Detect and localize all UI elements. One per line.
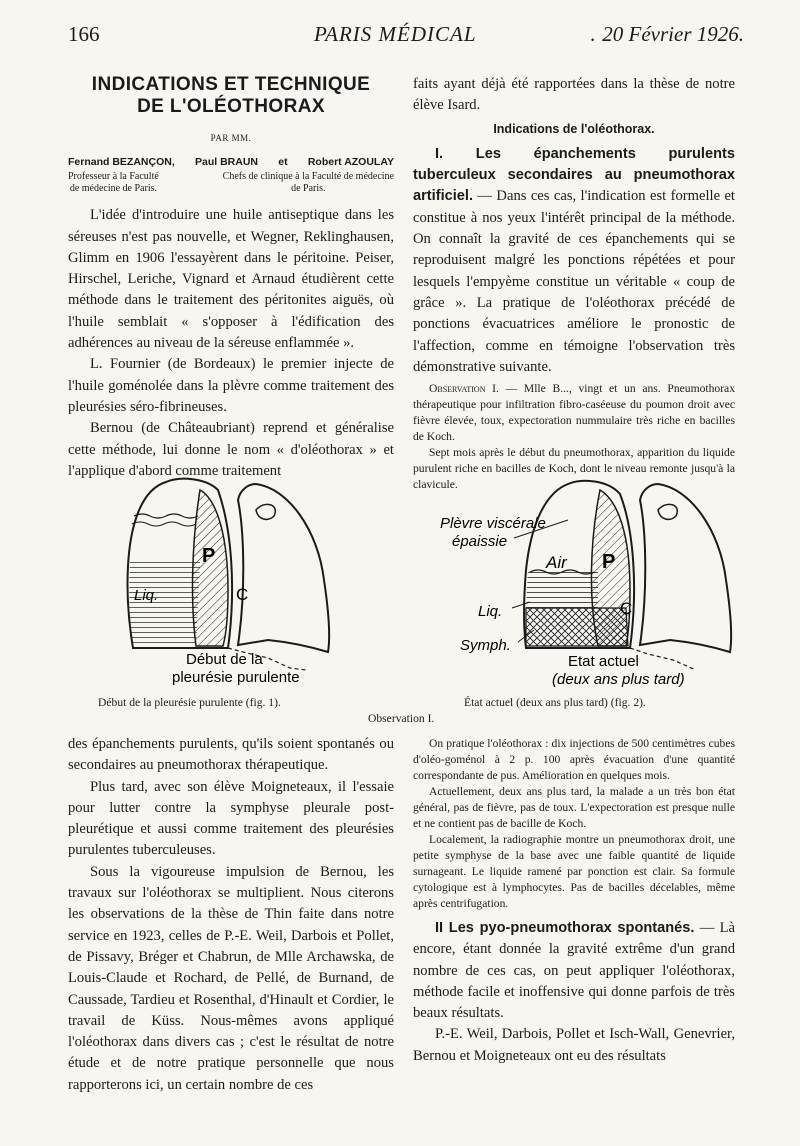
par-mm: PAR MM. — [210, 133, 252, 143]
section-lead: I. Les épanchements purulents tuberculeux secondaires au pneumothorax artificiel. — [413, 145, 735, 205]
observation-paragraph: Actuellement, deux ans plus tard, la malade a un très bon état général, pas de fièvre, pas de toux. L'expectoration est presque nulle et ne contient pas de bacille de Koch. — [413, 785, 735, 830]
author-et: et — [278, 156, 288, 169]
right-column-bottom — [413, 736, 735, 1067]
author-azoulay: Robert AZOULAY — [307, 156, 394, 169]
paragraph: L. Fournier (de Bordeaux) le premier injecte de l'huile goménolée dans la plèvre comme traitement des pleurésies séro-fibrineuses. — [68, 356, 394, 415]
figure-1 — [127, 479, 329, 686]
fig1-right-lung-outline — [238, 484, 329, 652]
observation-continuation — [413, 736, 735, 912]
paragraph: L'idée d'introduire une huile antiseptique dans les séreuses n'est pas nouvelle, et Wegner, Reklinghausen, Glimm en 1906 l'essayèrent dans le péritoine. Peiser, Hirschel, Leriche, Vignard et Arnaud étudièrent cette méthode dans le traitement des péritonites aiguës, où l'huile semblait « s'opposer à l'édification des adhérences au niveau de la séreuse enflammée ». — [68, 207, 394, 352]
paragraph: Plus tard, avec son élève Moigneteaux, il l'essaie pour lutter contre la symphyse pleurale post-pleurétique et aussi comme traitement des pleurésies purulentes tuberculeuses. — [68, 778, 394, 859]
affiliation-professor: Professeur à la Faculté de médecine de Paris. — [68, 171, 159, 195]
paragraph: faits ayant déjà été rapportées dans la thèse de notre élève Isard. — [413, 76, 735, 114]
paragraph: des épanchements purulents, qu'ils soient spontanés ou secondaires au pneumothorax thérapeutique. — [68, 736, 394, 774]
paragraph: Bernou (de Châteaubriant) reprend et généralise cette méthode, lui donne le nom « d'oléothorax » et l'applique d'abord comme traitement — [68, 420, 394, 479]
fig1-caption: Début de la pleurésie purulente (fig. 1). — [98, 696, 281, 709]
fig1-lung-p — [193, 490, 228, 646]
page-header — [68, 22, 744, 58]
affiliations — [68, 171, 394, 195]
fig2-label-liq: Liq. — [478, 603, 503, 620]
issue-date: 20 Février 1926. — [602, 22, 744, 46]
fig2-symphysis — [526, 608, 628, 646]
page-number: 166 — [68, 22, 100, 46]
paragraph: II Les pyo-pneumothorax spontanés. — Là encore, étant donnée la gravité extrême d'un grand nombre de ces cas, on peut appliquer l'oléothorax, méthode facile et inoffensive qui donne parfois de très beaux résultats. — [413, 920, 735, 1022]
left-column-bottom — [68, 734, 394, 1096]
paragraph: Sous la vigoureuse impulsion de Bernou, les travaux sur l'oléothorax se multiplient. Nous citerons les observations de la thèse de Thin faite dans notre service en 1923, celles de P.-E. Weil, Darbois et Pollet, de Pissavy, Bréger et Chabrun, de Mlle Archawska, de Louis-Claude et Rochard, de Pellé, de Burnand, de Caussade, Tardieu et Rosenthal, d'Hinault et Cordier, le travail de Küss. Nous-mêmes avons appliqué l'oléothorax dans divers cas ; c'est le résultat de notre étude et de notre pratique personnelle que nous rapporterons ici, un certain nombre de ces — [68, 863, 394, 1093]
observation-paragraph: Observation I. — Mlle B..., vingt et un ans. Pneumothorax thérapeutique pour infiltration fibro-caséeuse du poumon droit avec fièvre élevée, toux, expectoration nummulaire très riche en bacilles de Koch. — [413, 382, 736, 444]
section-heading: Indications de l'oléothorax. — [493, 121, 655, 136]
article-title: INDICATIONS ET TECHNIQUE DE L'OLÉOTHORAX — [91, 74, 371, 117]
fig1-label-liq: Liq. — [134, 587, 159, 604]
figure-area — [68, 470, 744, 728]
fig2-label-plevre-2: épaissie — [452, 533, 508, 550]
figure-2 — [440, 481, 731, 688]
left-column-top — [68, 74, 394, 482]
fig2-label-c: C — [620, 599, 633, 618]
right-column-top — [413, 74, 735, 493]
fig2-label-symph: Symph. — [460, 637, 511, 654]
journal-title: PARIS MÉDICAL — [314, 22, 477, 46]
observation-label: Observation I. — [429, 382, 499, 396]
authors — [68, 155, 394, 169]
fig2-label-plevre-1: Plèvre viscérale — [440, 515, 546, 532]
fig2-label-air: Air — [546, 553, 567, 572]
fig2-title-line2: (deux ans plus tard) — [552, 671, 685, 688]
fig1-liquid — [129, 562, 200, 646]
paragraph: I. Les épanchements purulents tuberculeux secondaires au pneumothorax artificiel. — Dans ces cas, l'indication est formelle et constitue à nos yeux l'intérêt principal de la méthode. On connaît la gravité de ces épanchements qui se reproduisent malgré les ponctions répétées et pour lesquels l'empyème constitue un véritable « coup de grâce ». La pratique de l'oléothorax précédé de ponctions évacuatrices améliore le pronostic de l'affection, comme en témoigne l'observation très démonstrative suivante. — [413, 145, 735, 375]
observation-paragraph: Sept mois après le début du pneumothorax, apparition du liquide purulent riche en bacilles de Koch, dont le niveau remonte jusqu'à la clavicule. — [413, 446, 735, 492]
header-dot: . — [590, 22, 596, 46]
section-lead: II Les pyo-pneumothorax spontanés. — [435, 920, 695, 936]
affiliation-chefs: Chefs de clinique à la Faculté de médecine de Paris. — [222, 171, 394, 195]
fig1-title-line2: pleurésie purulente — [172, 669, 300, 686]
fig2-caption: État actuel (deux ans plus tard) (fig. 2). — [464, 696, 646, 709]
author-braun: Paul BRAUN — [195, 156, 259, 169]
fig2-label-p: P — [602, 551, 616, 573]
observation-paragraph: On pratique l'oléothorax : dix injections de 500 centimètres cubes d'oléo-goménol à 2 p. 100 après évacuation d'une quantité correspondante de pus. Amélioration en quelques mois. — [413, 737, 735, 782]
lung-diagrams — [68, 470, 744, 728]
observation-caption: Observation I. — [368, 712, 435, 725]
fig1-label-c: C — [236, 585, 249, 604]
fig2-liquid — [526, 570, 598, 608]
author-bezancon: Fernand BEZANÇON, — [68, 156, 175, 169]
fig1-title-line1: Début de la — [186, 651, 263, 668]
fig2-title-line1: Etat actuel — [568, 653, 639, 670]
paragraph: P.-E. Weil, Darbois, Pollet et Isch-Wall, Genevrier, Bernou et Moigneteaux ont eu des résultats — [413, 1026, 735, 1064]
observation-paragraph: Localement, la radiographie montre un pneumothorax droit, une petite symphyse de la base avec une faible quantité de liquide surnageant. Le liquide ramené par ponction est clair. Sa formule cytologique est à lymphocytes. Pas de bacilles décelables, même après centrifugation. — [413, 833, 735, 910]
fig1-label-p: P — [202, 545, 216, 567]
fig2-right-lung-outline — [640, 484, 731, 652]
